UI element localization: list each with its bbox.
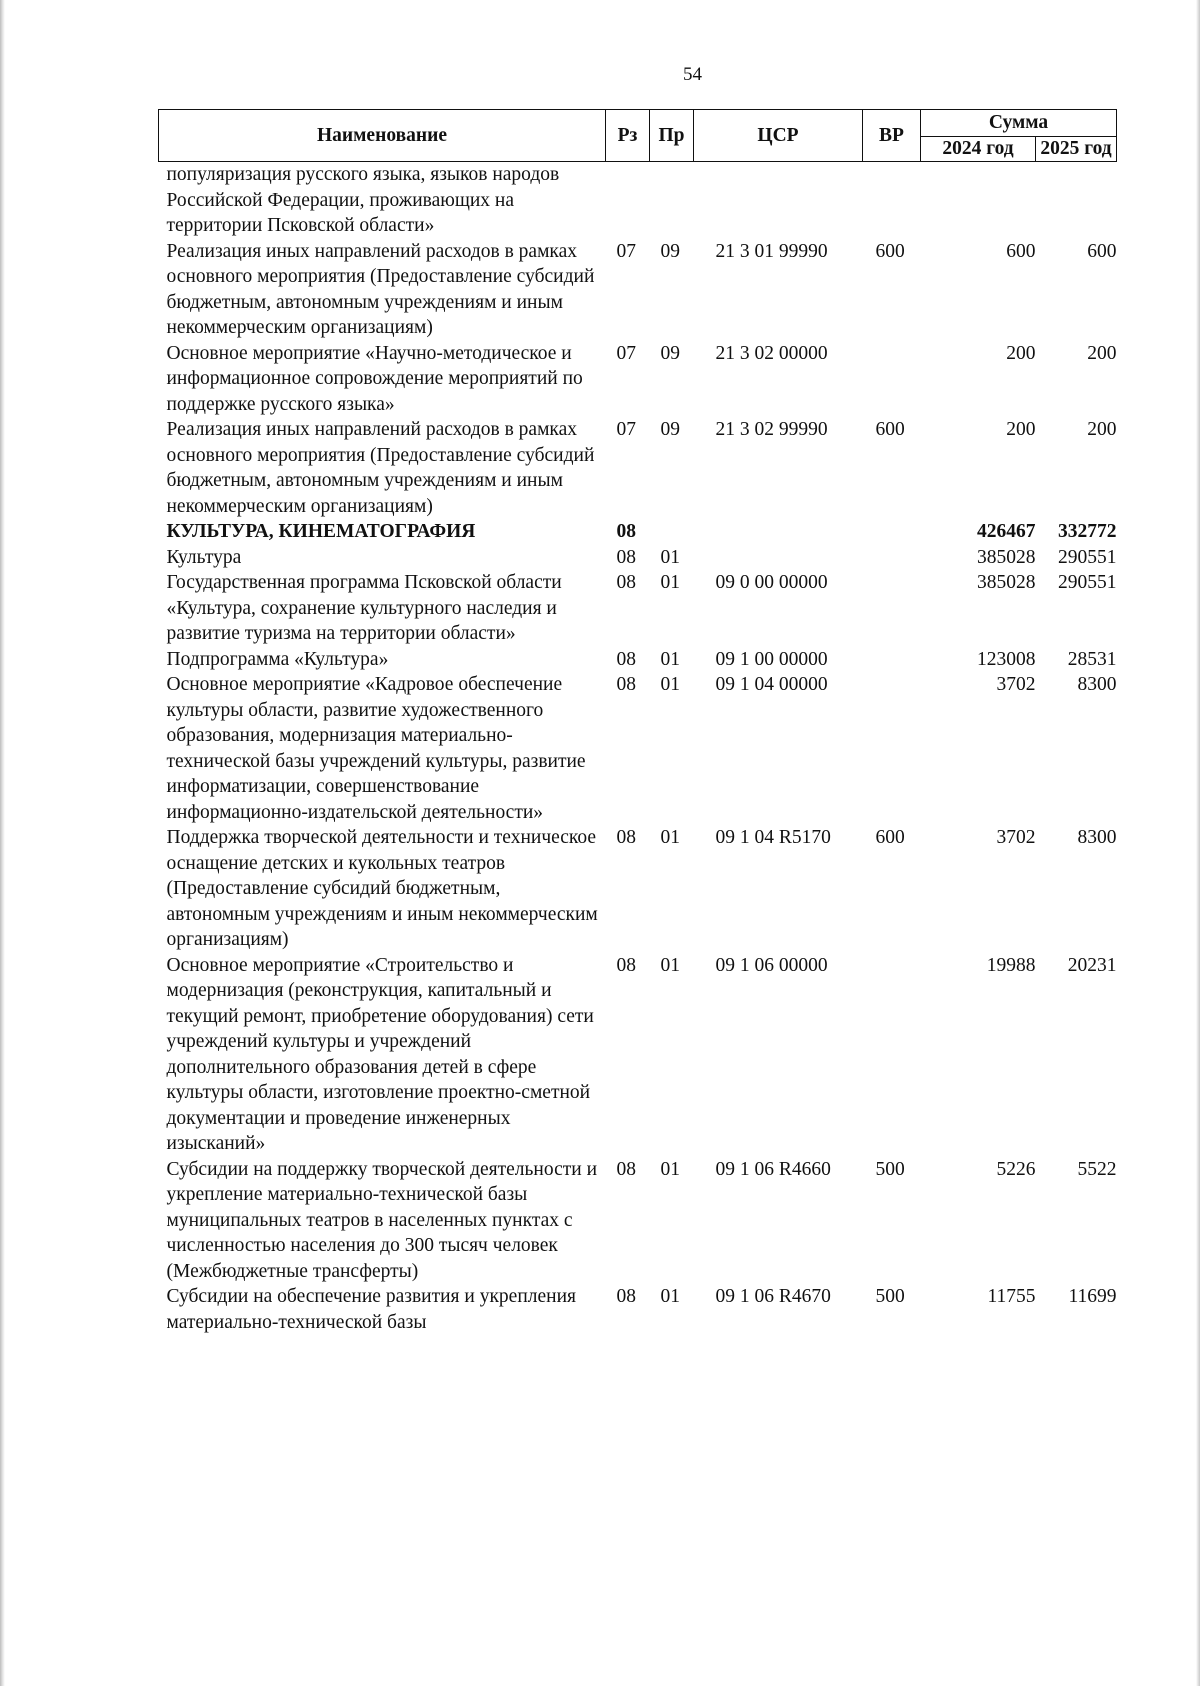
row-pr: 01: [660, 648, 680, 670]
row-sum-2024: [921, 162, 1036, 239]
row-vr: [863, 341, 921, 418]
budget-table: [158, 109, 1117, 1335]
row-sum-2024: 11755: [987, 1286, 1036, 1307]
row-pr: 01: [660, 546, 680, 568]
table-row: [159, 341, 1117, 418]
row-csr: [694, 545, 863, 571]
row-name: КУЛЬТУРА, КИНЕМАТОГРАФИЯ: [166, 521, 476, 542]
row-csr: 09 1 06 R4670: [715, 1286, 831, 1307]
row-name: Подпрограмма «Культура»: [166, 648, 389, 670]
table-row: [159, 1157, 1117, 1285]
table-header: [159, 110, 1117, 162]
row-sum-2025: 290551: [1058, 572, 1117, 593]
row-sum-2024: 200: [1006, 419, 1036, 440]
row-rz: 08: [616, 648, 636, 670]
row-rz: 08: [616, 954, 636, 976]
row-csr: 21 3 01 99990: [715, 240, 828, 262]
table-row: [159, 239, 1117, 341]
row-sum-2024: 426467: [977, 521, 1036, 542]
table-row: [159, 417, 1117, 519]
row-rz: [606, 162, 650, 239]
row-vr: [863, 162, 921, 239]
table-row: [159, 162, 1117, 239]
header-vr: ВР: [863, 110, 921, 162]
header-year-2025: 2025 год: [1036, 137, 1117, 162]
row-vr: [863, 570, 921, 647]
table-row: [159, 953, 1117, 1157]
row-name: Реализация иных направлений расходов в рамках основного мероприятия (Предоставление субсидий бюджетным, автономным учреждениям и иным некоммерческим организациям): [166, 419, 595, 517]
header-year-2024: 2024 год: [921, 137, 1036, 162]
row-pr: 01: [660, 674, 680, 695]
row-name: Основное мероприятие «Кадровое обеспечение культуры области, развитие художественного образования, модернизация материально-технической базы учреждений культуры, развитие информатизации, совершенствование информационно-издательской деятельности»: [166, 674, 586, 823]
row-sum-2024: 385028: [977, 546, 1036, 568]
row-rz: 08: [616, 521, 636, 542]
row-csr: 09 1 04 00000: [715, 674, 828, 695]
table-row: [159, 825, 1117, 953]
row-pr: 01: [660, 827, 680, 848]
row-sum-2025: 600: [1087, 240, 1117, 262]
page-number: 54: [683, 64, 702, 85]
row-csr: 09 1 06 R4660: [715, 1158, 831, 1180]
row-sum-2025: 200: [1087, 342, 1117, 364]
row-rz: 07: [616, 419, 636, 440]
header-pr: Пр: [650, 110, 694, 162]
header-csr: ЦСР: [694, 110, 863, 162]
row-sum-2024: 3702: [996, 674, 1036, 695]
row-sum-2025: 200: [1087, 419, 1117, 440]
row-sum-2025: 11699: [1068, 1286, 1117, 1307]
row-sum-2025: [1036, 162, 1117, 239]
row-vr: [863, 672, 921, 825]
row-sum-2024: 123008: [977, 648, 1036, 670]
row-sum-2025: 8300: [1077, 674, 1117, 695]
row-sum-2024: 3702: [996, 827, 1036, 848]
row-vr: 600: [875, 419, 905, 440]
row-rz: 08: [616, 1158, 636, 1180]
row-name: Субсидии на обеспечение развития и укрепления материально-технической базы: [166, 1286, 576, 1333]
row-sum-2025: 332772: [1058, 521, 1117, 542]
row-rz: 07: [616, 240, 636, 262]
row-sum-2024: 19988: [986, 954, 1036, 976]
row-pr: 09: [660, 342, 680, 364]
row-name: Основное мероприятие «Строительство и модернизация (реконструкция, капитальный и текущий ремонт, приобретение оборудования) сети учреждений культуры и учреждений дополнительного образования детей в сфере культуры области, изготовление проектно-сметной документации и проведение инженерных изысканий»: [166, 954, 594, 1154]
row-sum-2025: 20231: [1067, 954, 1117, 976]
row-rz: 08: [616, 546, 636, 568]
row-sum-2025: 290551: [1058, 546, 1117, 568]
row-sum-2024: 5226: [996, 1158, 1036, 1180]
row-pr: 01: [660, 572, 680, 593]
row-name: Культура: [166, 546, 242, 568]
row-pr: 09: [660, 419, 680, 440]
row-rz: 08: [616, 674, 636, 695]
row-sum-2025: 28531: [1067, 648, 1117, 670]
row-sum-2024: 200: [1006, 342, 1036, 364]
row-name: Поддержка творческой деятельности и техническое оснащение детских и кукольных театров (Предоставление субсидий бюджетным, автономным учреждениям и иным некоммерческим организациям): [166, 827, 598, 950]
row-pr: 01: [660, 954, 680, 976]
row-csr: 09 1 04 R5170: [715, 827, 831, 848]
row-csr: [694, 162, 863, 239]
row-sum-2024: 385028: [977, 572, 1036, 593]
row-pr: 01: [660, 1158, 680, 1180]
header-name: Наименование: [159, 110, 606, 162]
table-row: [159, 519, 1117, 545]
page-edge-left: [0, 0, 5, 1686]
row-sum-2024: 600: [1006, 240, 1036, 262]
row-pr: 01: [660, 1286, 680, 1307]
row-vr: 500: [875, 1158, 905, 1180]
row-vr: 600: [875, 240, 905, 262]
row-name: Государственная программа Псковской области «Культура, сохранение культурного наследия и развитие туризма на территории области»: [166, 572, 562, 644]
row-vr: [863, 953, 921, 1157]
row-rz: 07: [616, 342, 636, 364]
table-row: [159, 647, 1117, 673]
row-csr: 09 1 00 00000: [715, 648, 828, 670]
row-csr: [694, 519, 863, 545]
row-csr: 21 3 02 99990: [715, 419, 828, 440]
row-rz: 08: [616, 1286, 636, 1307]
table-body: [159, 162, 1117, 1336]
row-name: Основное мероприятие «Научно-методическое и информационное сопровождение мероприятий по поддержке русского языка»: [166, 342, 583, 415]
row-vr: [863, 519, 921, 545]
table-row: [159, 545, 1117, 571]
header-rz: Рз: [606, 110, 650, 162]
row-pr: 09: [660, 240, 680, 262]
row-sum-2025: 8300: [1077, 827, 1117, 848]
table-row: [159, 1284, 1117, 1335]
table-row: [159, 570, 1117, 647]
row-vr: [863, 647, 921, 673]
page-edge-right: [1196, 0, 1200, 1686]
row-name: Субсидии на поддержку творческой деятельности и укрепление материально-технической базы муниципальных театров в населенных пунктах с численностью населения до 300 тысяч человек (Межбюджетные трансферты): [166, 1158, 598, 1282]
row-vr: [863, 545, 921, 571]
row-sum-2025: 5522: [1077, 1158, 1117, 1180]
row-csr: 09 0 00 00000: [715, 572, 828, 593]
row-name: популяризация русского языка, языков народов Российской Федерации, проживающих на территории Псковской области»: [166, 164, 560, 236]
table-row: [159, 672, 1117, 825]
header-sum: Сумма: [921, 110, 1117, 137]
row-csr: 21 3 02 00000: [715, 342, 828, 364]
row-pr: [650, 519, 694, 545]
row-csr: 09 1 06 00000: [715, 954, 828, 976]
row-vr: 600: [875, 827, 905, 848]
row-rz: 08: [616, 572, 636, 593]
row-vr: 500: [875, 1286, 905, 1307]
row-name: Реализация иных направлений расходов в рамках основного мероприятия (Предоставление субсидий бюджетным, автономным учреждениям и иным некоммерческим организациям): [166, 240, 595, 338]
row-rz: 08: [616, 827, 636, 848]
row-pr: [650, 162, 694, 239]
